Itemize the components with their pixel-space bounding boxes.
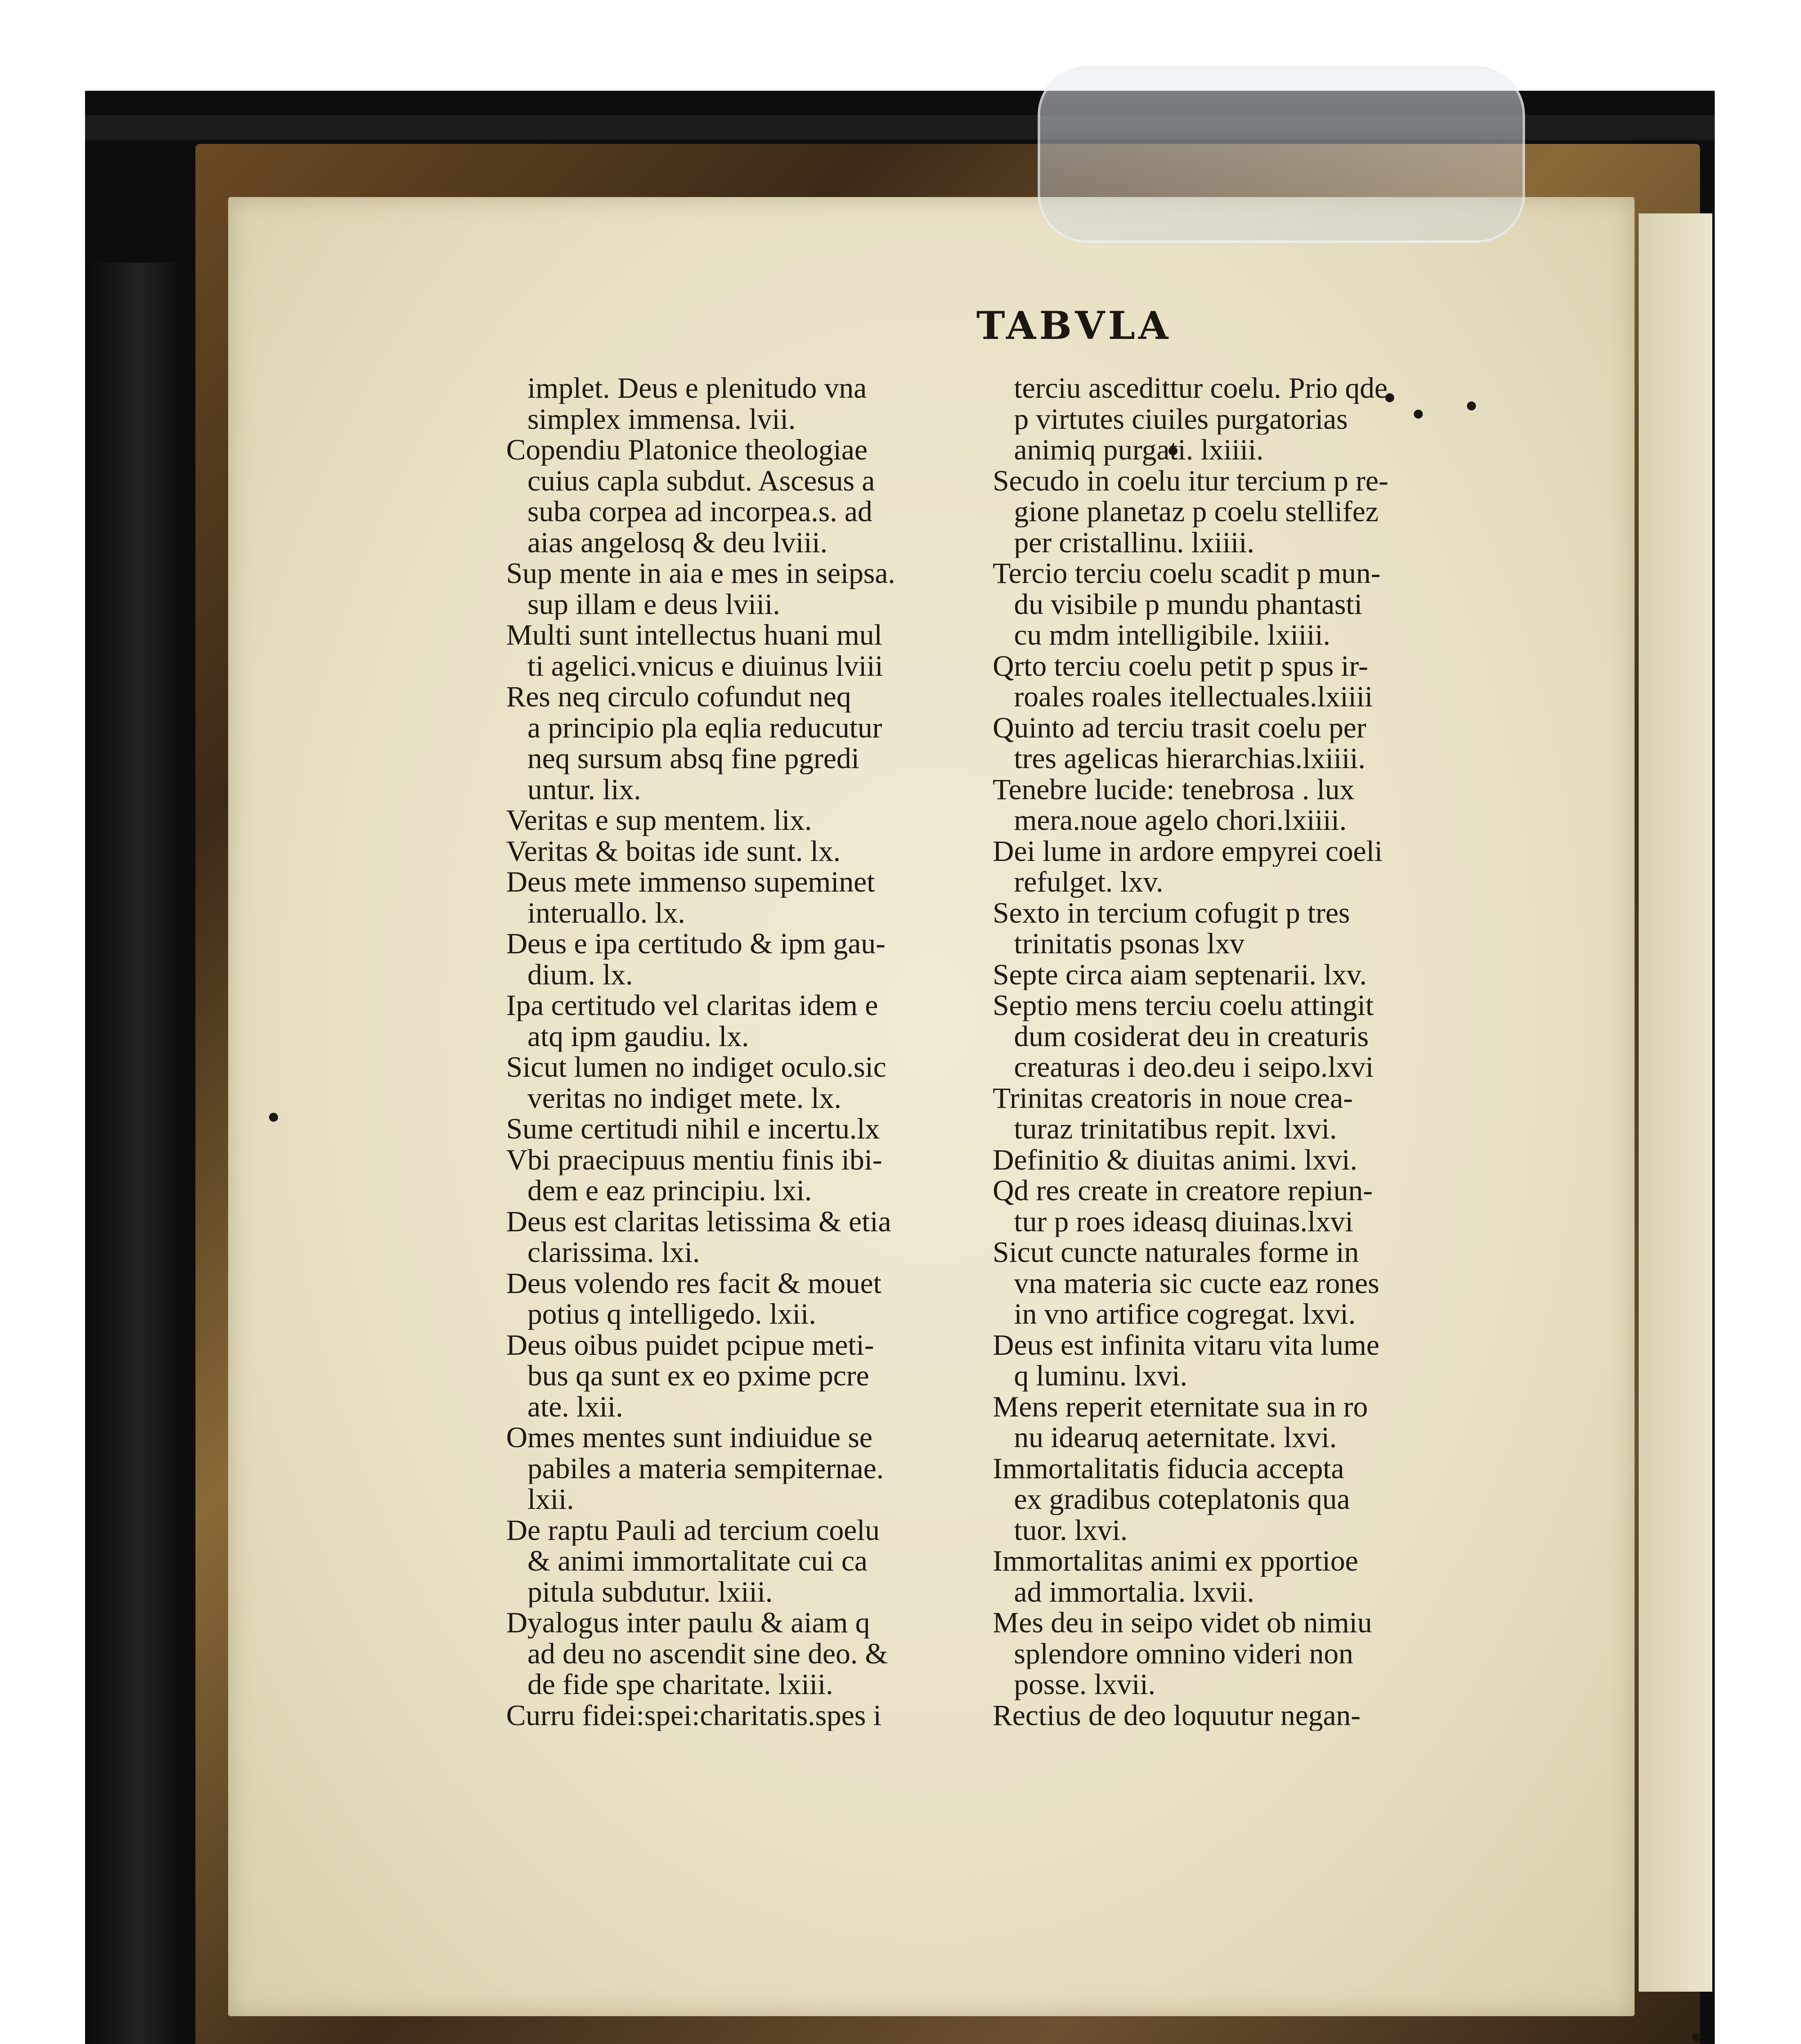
text-line: Deus volendo res facit & mouet [506, 1268, 881, 1299]
text-line: Trinitas creatoris in noue crea- [993, 1083, 1353, 1114]
text-line: posse. lxvii. [1014, 1669, 1156, 1700]
text-line: ad immortalia. lxvii. [1014, 1576, 1254, 1607]
text-line: Multi sunt intellectus huani mul [506, 620, 882, 651]
text-line: Sup mente in aia e mes in seipsa. [506, 558, 895, 589]
text-line: cu mdm intelligibile. lxiiii. [1014, 620, 1330, 651]
text-line: dem e eaz principiu. lxi. [527, 1175, 812, 1206]
text-line: Sicut cuncte naturales forme in [993, 1237, 1359, 1268]
text-line: in vno artifice cogregat. lxvi. [1014, 1299, 1356, 1330]
text-line: a principio pla eqlia reducutur [527, 712, 882, 743]
text-line: dium. lx. [527, 959, 633, 990]
text-line: implet. Deus e plenitudo vna [527, 373, 867, 404]
text-line: trinitatis psonas lxv [1014, 928, 1245, 959]
text-line: & animi immortalitate cui ca [527, 1546, 868, 1577]
text-line: Immortalitatis fiducia accepta [993, 1453, 1344, 1484]
text-line: ad deu no ascendit sine deo. & [527, 1638, 888, 1669]
text-line: vna materia sic cucte eaz rones [1014, 1268, 1379, 1299]
text-line: Deus oibus puidet pcipue meti- [506, 1329, 874, 1360]
text-line: Omes mentes sunt indiuidue se [506, 1422, 872, 1453]
text-line: neq sursum absq fine pgredi [527, 743, 859, 774]
text-line: q luminu. lxvi. [1014, 1360, 1188, 1392]
text-line: du visibile p mundu phantasti [1014, 589, 1362, 620]
text-line: cuius capla subdut. Ascesus a [527, 465, 875, 496]
text-line: Curru fidei:spei:charitatis.spes i [506, 1700, 881, 1731]
text-line: Deus est claritas letissima & etia [506, 1206, 891, 1237]
text-column-left [506, 373, 980, 1731]
text-line: creaturas i deo.deu i seipo.lxvi [1014, 1052, 1374, 1083]
scan-frame [85, 91, 1715, 2044]
text-line: Deus est infinita vitaru vita lume [993, 1329, 1379, 1360]
text-line: clarissima. lxi. [527, 1237, 700, 1268]
text-line: Definitio & diuitas animi. lxvi. [993, 1144, 1357, 1175]
text-line: ex gradibus coteplatonis qua [1014, 1484, 1350, 1515]
text-line: Immortalitas animi ex pportioe [993, 1546, 1358, 1577]
text-line: Copendiu Platonice theologiae [506, 435, 868, 466]
text-line: sup illam e deus lviii. [527, 589, 780, 620]
text-line: atq ipm gaudiu. lx. [527, 1021, 749, 1052]
text-line: untur. lix. [527, 774, 641, 805]
text-line: simplex immensa. lvii. [527, 403, 796, 435]
text-line: Quinto ad terciu trasit coelu per [993, 712, 1366, 743]
text-line: Mens reperit eternitate sua in ro [993, 1391, 1368, 1422]
scanner-edge [85, 262, 175, 2044]
text-line: mera.noue agelo chori.lxiiii. [1014, 805, 1347, 836]
text-line: Sicut lumen no indiget oculo.sic [506, 1052, 886, 1083]
text-line: Res neq circulo cofundut neq [506, 681, 851, 713]
text-line: p virtutes ciuiles purgatorias [1014, 403, 1348, 435]
text-line: Septio mens terciu coelu attingit [993, 990, 1374, 1021]
text-line: terciu ascedittur coelu. Prio qde [1014, 373, 1388, 404]
text-line: turaz trinitatibus repit. lxvi. [1014, 1114, 1337, 1145]
text-line: Veritas & boitas ide sunt. lx. [506, 836, 841, 867]
text-line: Sexto in tercium cofugit p tres [993, 897, 1350, 928]
text-line: ate. lxii. [527, 1391, 623, 1422]
text-line: Ipa certitudo vel claritas idem e [506, 990, 878, 1021]
text-line: aias angelosq & deu lviii. [527, 527, 828, 558]
text-line: Dei lume in ardore empyrei coeli [993, 836, 1383, 867]
text-line: suba corpea ad incorpea.s. ad [527, 496, 872, 527]
text-line: Tenebre lucide: tenebrosa . lux [993, 774, 1355, 805]
text-line: Mes deu in seipo videt ob nimiu [993, 1607, 1372, 1638]
text-line: interuallo. lx. [527, 897, 685, 928]
text-line: Vbi praecipuus mentiu finis ibi- [506, 1144, 882, 1175]
text-line: Deus mete immenso supeminet [506, 867, 875, 898]
text-line: potius q intelligedo. lxii. [527, 1299, 816, 1330]
text-line: per cristallinu. lxiiii. [1014, 527, 1254, 558]
text-line: Deus e ipa certitudo & ipm gau- [506, 928, 886, 959]
text-line: nu idearuq aeternitate. lxvi. [1014, 1422, 1337, 1453]
text-line: dum cosiderat deu in creaturis [1014, 1021, 1369, 1052]
text-line: veritas no indiget mete. lx. [527, 1083, 841, 1114]
text-line: tres agelicas hierarchias.lxiiii. [1014, 743, 1366, 774]
text-line: Septe circa aiam septenarii. lxv. [993, 959, 1367, 990]
ink-spot [269, 1113, 278, 1122]
text-line: tuor. lxvi. [1014, 1515, 1128, 1546]
text-line: Qrto terciu coelu petit p spus ir- [993, 650, 1368, 681]
text-line: bus qa sunt ex eo pxime pcre [527, 1360, 869, 1392]
text-line: roales roales itellectuales.lxiiii [1014, 681, 1373, 713]
text-line: Dyalogus inter paulu & aiam q [506, 1607, 870, 1638]
facing-page-edge [1639, 213, 1712, 1992]
text-line: refulget. lxv. [1014, 867, 1164, 898]
text-line: De raptu Pauli ad tercium coelu [506, 1515, 880, 1546]
text-line: splendore omnino videri non [1014, 1638, 1353, 1669]
text-line: de fide spe charitate. lxiii. [527, 1669, 833, 1700]
page-heading: TABVLA [976, 303, 1172, 348]
text-line: tur p roes ideasq diuinas.lxvi [1014, 1206, 1353, 1237]
ink-spot [1467, 401, 1476, 410]
text-column-right [993, 373, 1467, 1731]
text-line: Sume certitudi nihil e incertu.lx [506, 1114, 880, 1145]
text-line: lxii. [527, 1484, 574, 1515]
text-line: Secudo in coelu itur tercium p re- [993, 465, 1388, 496]
text-line: pabiles a materia sempiternae. [527, 1453, 884, 1484]
ink-spot [1692, 2033, 1701, 2042]
page-clip-top [1038, 66, 1525, 243]
text-line: animiq purgati. lxiiii. [1014, 435, 1264, 466]
text-line: Qd res create in creatore repiun- [993, 1175, 1373, 1206]
text-line: ti agelici.vnicus e diuinus lviii [527, 650, 883, 681]
text-line: gione planetaz p coelu stellifez [1014, 496, 1379, 527]
text-line: Rectius de deo loquutur negan- [993, 1700, 1361, 1731]
text-line: Tercio terciu coelu scadit p mun- [993, 558, 1381, 589]
text-line: Veritas e sup mentem. lix. [506, 805, 812, 836]
text-line: pitula subdutur. lxiii. [527, 1576, 773, 1607]
